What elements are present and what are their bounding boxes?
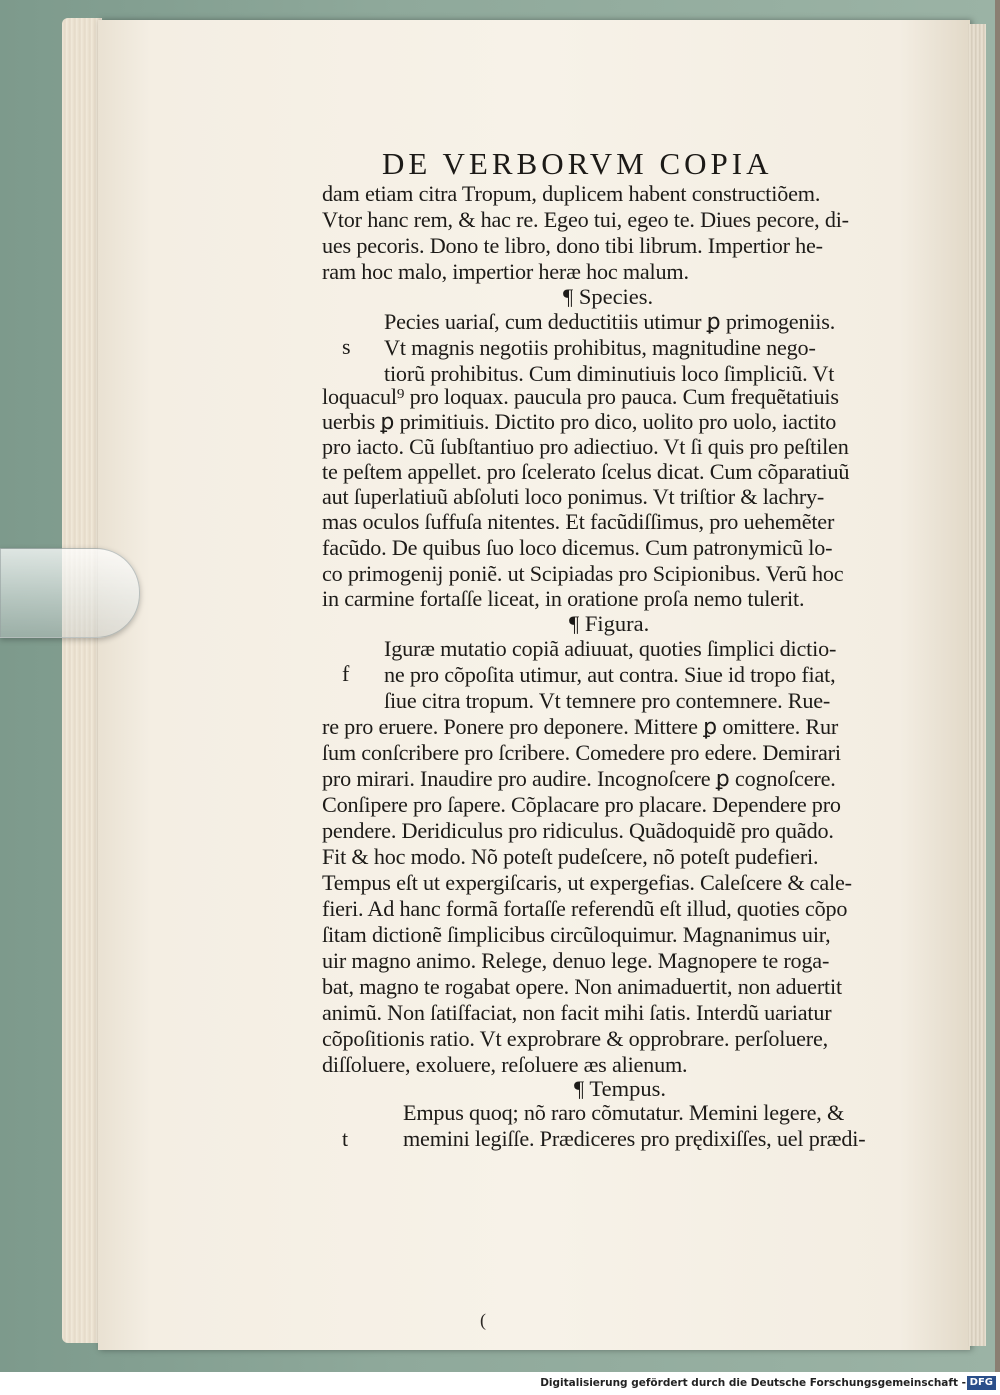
guide-letter-s: s (342, 334, 351, 359)
text-line: re pro eruere. Ponere pro deponere. Mittere ꝑ omittere. Rur (322, 714, 839, 739)
text-line: cõpoſitionis ratio. Vt exprobrare & opprobrare. perſoluere, (322, 1026, 828, 1051)
text-line: ram hoc malo, impertior heræ hoc malum. (322, 259, 689, 284)
text-line: tiorũ prohibitus. Cum diminutiuis loco ſimpliciũ. Vt (384, 361, 835, 386)
dfg-logo: DFG (967, 1376, 996, 1390)
text-line: uerbis ꝑ primitiuis. Dictito pro dico, uolito pro uolo, iactito (322, 409, 837, 434)
text-line: fieri. Ad hanc formã fortaſſe referendũ eſt illud, quoties cõpo (322, 896, 848, 921)
text-line: Vtor hanc rem, & hac re. Egeo tui, egeo te. Diues pecore, di- (322, 207, 849, 232)
text-line: Pecies uariaſ, cum deductitiis utimur ꝑ primogeniis. (384, 309, 836, 334)
text-line: bat, magno te rogabat opere. Non animaduertit, non aduertit (322, 974, 842, 999)
text-line: mas oculos ſuffuſa nitentes. Et facũdiſſimus, pro uehemẽter (322, 509, 835, 534)
text-line: Empus quoq; nõ raro cõmutatur. Memini legere, & (403, 1100, 845, 1125)
guide-letter-f: f (342, 661, 350, 686)
guide-letter-t: t (342, 1126, 349, 1151)
section-heading-species: ¶ Species. (563, 284, 654, 309)
text-line: ſiue citra tropum. Vt temnere pro contemnere. Rue- (384, 688, 831, 713)
section-heading-tempus: ¶ Tempus. (574, 1076, 666, 1101)
text-line: memini legiſſe. Prædiceres pro prędixiſſes, uel prædi- (403, 1126, 866, 1151)
text-line: dam etiam citra Tropum, duplicem habent constructiõem. (322, 181, 821, 206)
footer-credit: Digitalisierung gefördert durch die Deutsche Forschungsgemeinschaft - (540, 1377, 966, 1389)
text-line: ne pro cõpoſita utimur, aut contra. Siue id tropo fiat, (384, 662, 836, 687)
text-line: pro mirari. Inaudire pro audire. Incognoſcere ꝑ cognoſcere. (322, 766, 836, 791)
text-line: facũdo. De quibus ſuo loco dicemus. Cum patronymicũ lo- (322, 535, 833, 560)
text-line: animũ. Non ſatiſfaciat, non facit mihi ſatis. Interdũ uariatur (322, 1000, 832, 1025)
text-line: Conſipere pro ſapere. Cõplacare pro placare. Dependere pro (322, 792, 841, 817)
text-line: Tempus eſt ut expergiſcaris, ut expergefias. Caleſcere & cale- (322, 870, 852, 895)
text-line: Iguræ mutatio copiã adiuuat, quoties ſimplici dictio- (384, 636, 837, 661)
text-line: diſſoluere, exoluere, reſoluere æs alienum. (322, 1052, 688, 1077)
section-heading-figura: ¶ Figura. (569, 611, 650, 636)
text-line: ſitam dictionẽ ſimplicibus circũloquimur. Magnanimus uir, (322, 922, 831, 947)
running-header: DE VERBORVM COPIA (382, 146, 773, 181)
glass-page-holder (0, 548, 140, 638)
text-line: uir magno animo. Relege, denuo lege. Magnopere te roga- (322, 948, 830, 973)
text-line: pendere. Deridiculus pro ridiculus. Quãdoquidẽ pro quãdo. (322, 818, 834, 843)
text-line: Fit & hoc modo. Nõ poteſt pudeſcere, nõ poteſt pudefieri. (322, 844, 819, 869)
text-line: loquacul⁹ pro loquax. paucula pro pauca. Cum frequẽtatiuis (322, 384, 839, 409)
page-mark: ( (480, 1310, 486, 1330)
text-line: aut ſuperlatiuũ abſoluti loco ponimus. Vt triſtior & lachry- (322, 484, 825, 509)
page-stack (62, 18, 102, 1343)
text-line: co primogenij poniẽ. ut Scipiadas pro Scipionibus. Verũ hoc (322, 561, 844, 586)
page-edge (968, 24, 986, 1346)
text-line: ues pecoris. Dono te libro, dono tibi librum. Impertior he- (322, 233, 823, 258)
text-line: ſum conſcribere pro ſcribere. Comedere pro edere. Demirari (322, 740, 841, 765)
text-line: in carmine fortaſſe liceat, in oratione proſa nemo tulerit. (322, 586, 805, 611)
text-line: te peſtem appellet. pro ſcelerato ſcelus dicat. Cum cõparatiuũ (322, 459, 850, 484)
text-line: pro iacto. Cũ ſubſtantiuo pro adiectiuo. Vt ſi quis pro peſtilen (322, 434, 849, 459)
text-line: Vt magnis negotiis prohibitus, magnitudine nego- (384, 335, 816, 360)
